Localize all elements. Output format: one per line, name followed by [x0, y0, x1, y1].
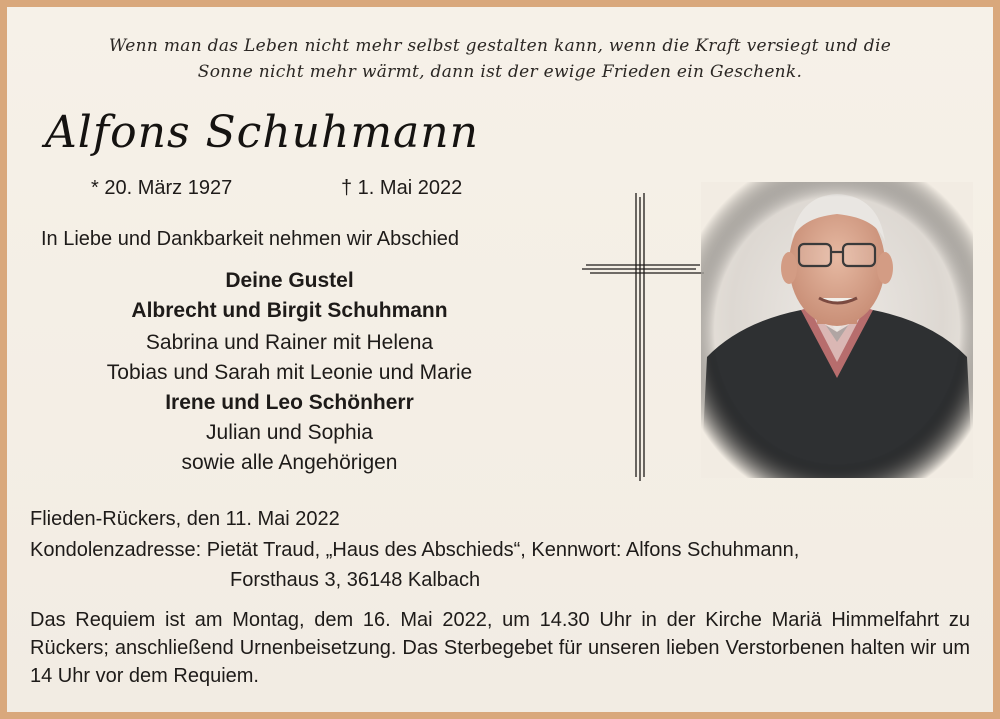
obituary-card	[7, 7, 993, 712]
farewell-intro: In Liebe und Dankbarkeit nehmen wir Abschied	[41, 228, 460, 250]
deceased-name: Alfons Schuhmann	[45, 107, 479, 158]
death-date: † 1. Mai 2022	[341, 177, 463, 199]
place-date: Flieden-Rückers, den 11. Mai 2022	[30, 508, 340, 530]
quote-line-2: Sonne nicht mehr wärmt, dann ist der ewige Frieden ein Geschenk.	[197, 62, 803, 82]
mourner-line: Deine Gustel	[225, 269, 354, 292]
mourner-line: Sabrina und Rainer mit Helena	[145, 331, 434, 354]
birth-date: * 20. März 1927	[91, 177, 233, 199]
mourner-line: Albrecht und Birgit Schuhmann	[131, 299, 448, 322]
mourner-line: sowie alle Angehörigen	[181, 451, 398, 474]
mourner-line: Julian und Sophia	[206, 421, 373, 444]
condolence-address-line-2: Forsthaus 3, 36148 Kalbach	[230, 569, 481, 591]
mourner-line: Tobias und Sarah mit Leonie und Marie	[106, 361, 473, 384]
quote-line-1: Wenn man das Leben nicht mehr selbst gestalten kann, wenn die Kraft versiegt und die	[108, 36, 892, 56]
requiem-paragraph: Das Requiem ist am Montag, dem 16. Mai 2022, um 14.30 Uhr in der Kirche Mariä Himmelfahrt zu Rückers; anschließend Urnenbeisetzung. Das Sterbegebet für unseren lieben Verstorbenen halten wir um 14 Uhr vor dem Requiem.	[30, 609, 970, 687]
mourner-line: Irene und Leo Schönherr	[165, 391, 414, 414]
condolence-address-line-1: Kondolenzadresse: Pietät Traud, „Haus des Abschieds“, Kennwort: Alfons Schuhmann,	[30, 539, 800, 561]
portrait-photo	[701, 182, 973, 478]
cross-icon	[582, 193, 706, 483]
